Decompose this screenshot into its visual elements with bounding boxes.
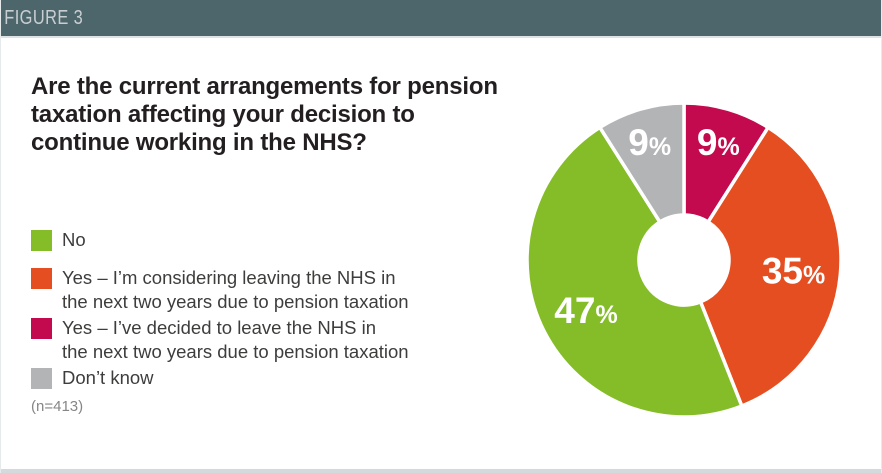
figure-content bbox=[1, 40, 881, 469]
donut-chart-svg bbox=[514, 90, 854, 430]
figure-label: FIGURE 3 bbox=[4, 6, 84, 29]
slice-label: 9% bbox=[696, 121, 740, 163]
legend-item-label: Yes – I’m considering leaving the NHS in the next two years due to pension taxation bbox=[62, 267, 409, 312]
chart-title-line: Are the current arrangements for pension bbox=[31, 73, 498, 100]
legend-item-decided-to-leave bbox=[31, 316, 409, 364]
figure-header bbox=[1, 0, 881, 38]
legend-item-no bbox=[31, 228, 86, 252]
legend-item-label: Yes – I’ve decided to leave the NHS in the next two years due to pension taxation bbox=[62, 317, 409, 362]
donut-chart bbox=[514, 90, 854, 430]
legend-swatch-crimson bbox=[31, 318, 52, 339]
slice-label: 47% bbox=[554, 289, 618, 331]
legend-swatch-orange bbox=[31, 268, 52, 289]
legend-swatch-grey bbox=[31, 368, 52, 389]
chart-title-line: continue working in the NHS? bbox=[31, 129, 367, 156]
chart-title bbox=[31, 73, 498, 157]
sample-size-note: (n=413) bbox=[31, 398, 84, 415]
legend-swatch-green bbox=[31, 230, 52, 251]
slice-label: 9% bbox=[628, 121, 672, 163]
slice-label: 35% bbox=[761, 250, 826, 292]
bottom-strip bbox=[1, 469, 881, 473]
chart-title-line: taxation affecting your decision to bbox=[31, 101, 415, 128]
legend-item-label: No bbox=[62, 229, 86, 250]
legend-item-label: Don’t know bbox=[62, 367, 154, 388]
legend-item-considering-leaving bbox=[31, 266, 409, 314]
legend-item-dont-know bbox=[31, 366, 154, 390]
